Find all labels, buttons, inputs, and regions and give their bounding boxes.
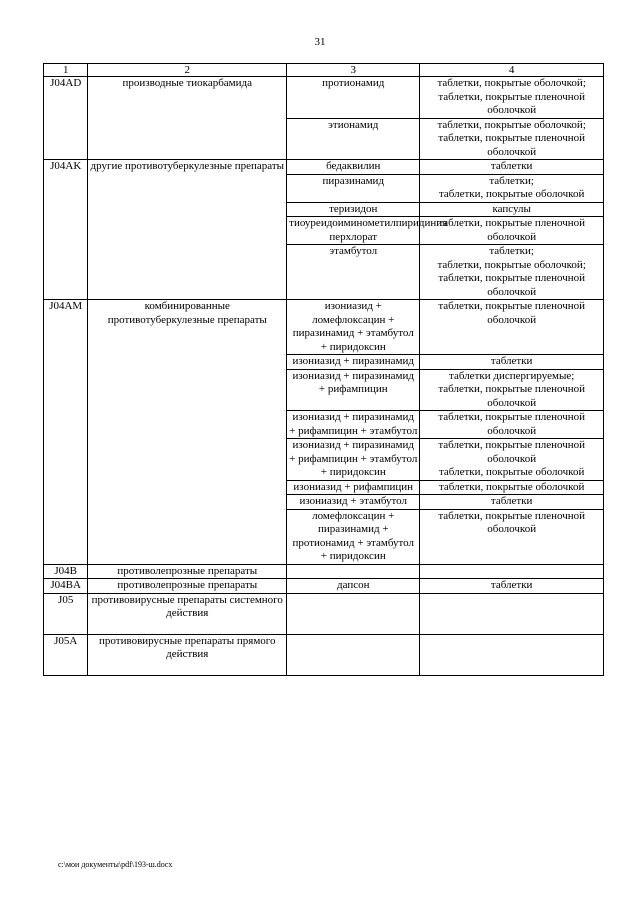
table-row <box>44 564 604 579</box>
dosage-form-line: таблетки, покрытые оболочкой <box>438 480 585 493</box>
table-header-row <box>44 64 604 77</box>
drug-name-cell: изониазид + рифампицин <box>287 480 420 495</box>
group-name-cell: комбинированные противотуберкулезные препараты <box>88 300 287 565</box>
drug-name-cell: изониазид + ломефлоксацин + пиразинамид + этамбутол + пиридоксин <box>287 300 420 355</box>
drug-name-cell <box>287 593 420 634</box>
dosage-form-line: таблетки; <box>489 245 534 257</box>
drug-name-cell: изониазид + пиразинамид + рифампицин <box>287 369 420 411</box>
file-path-footer: c:\мои документы\pdf\193-ш.docx <box>58 860 173 869</box>
dosage-form-cell <box>420 355 604 370</box>
table-row <box>44 593 604 634</box>
dosage-form-cell <box>420 480 604 495</box>
header-cell: 1 <box>44 64 88 77</box>
dosage-form-cell <box>420 439 604 481</box>
atc-code-cell: J04AK <box>44 160 88 300</box>
table-row <box>44 160 604 175</box>
header-cell: 4 <box>420 64 604 77</box>
drug-name-cell: изониазид + этамбутол <box>287 495 420 510</box>
drug-name-cell: теризидон <box>287 202 420 217</box>
dosage-form-line: таблетки, покрытые пленочной оболочкой <box>438 300 586 326</box>
dosage-form-line: таблетки, покрытые пленочной оболочкой <box>438 439 586 465</box>
dosage-form-cell <box>420 579 604 594</box>
drug-name-cell: пиразинамид <box>287 174 420 202</box>
dosage-form-cell <box>420 564 604 579</box>
atc-code-cell: J04BA <box>44 579 88 594</box>
atc-code-cell: J05 <box>44 593 88 634</box>
dosage-form-line: таблетки, покрытые пленочной оболочкой <box>438 132 586 158</box>
drug-name-cell: дапсон <box>287 579 420 594</box>
group-name-cell: противовирусные препараты системного действия <box>88 593 287 634</box>
page-number: 31 <box>314 36 326 48</box>
drug-name-cell: тиоуреидоиминометилпиридиния перхлорат <box>287 217 420 245</box>
dosage-form-line: таблетки, покрытые пленочной оболочкой <box>438 411 586 437</box>
dosage-form-line: таблетки, покрытые оболочкой <box>438 466 585 478</box>
drug-table <box>43 63 604 676</box>
dosage-form-line: таблетки, покрытые пленочной оболочкой <box>438 272 586 298</box>
drug-name-cell: этамбутол <box>287 245 420 300</box>
dosage-form-line: таблетки, покрытые пленочной оболочкой <box>438 90 586 116</box>
dosage-form-cell <box>420 369 604 411</box>
dosage-form-cell <box>420 217 604 245</box>
dosage-form-cell <box>420 245 604 300</box>
dosage-form-cell <box>420 118 604 160</box>
dosage-form-cell <box>420 174 604 202</box>
drug-name-cell: бедаквилин <box>287 160 420 175</box>
dosage-form-line: таблетки, покрытые оболочкой <box>438 188 585 200</box>
dosage-form-line: таблетки <box>490 355 533 367</box>
dosage-form-cell <box>420 160 604 175</box>
drug-name-cell: ломефлоксацин + пиразинамид + протионамид + этамбутол + пиридоксин <box>287 509 420 564</box>
dosage-form-line: таблетки, покрытые оболочкой; <box>437 118 586 131</box>
table-row <box>44 579 604 594</box>
dosage-form-line: таблетки, покрытые пленочной оболочкой <box>438 509 586 535</box>
atc-code-cell: J05A <box>44 634 88 675</box>
header-cell: 3 <box>287 64 420 77</box>
table-row <box>44 300 604 355</box>
dosage-form-cell <box>420 202 604 217</box>
group-name-cell: противовирусные препараты прямого действия <box>88 634 287 675</box>
dosage-form-line: таблетки; <box>489 174 534 187</box>
atc-code-cell: J04AD <box>44 77 88 160</box>
dosage-form-cell <box>420 495 604 510</box>
dosage-form-line: таблетки, покрытые оболочкой; <box>437 258 586 271</box>
dosage-form-line: таблетки, покрытые оболочкой; <box>437 77 586 89</box>
dosage-form-line: таблетки <box>490 160 533 172</box>
drug-name-cell: изониазид + пиразинамид + рифампицин + этамбутол <box>287 411 420 439</box>
group-name-cell: другие противотуберкулезные препараты <box>88 160 287 300</box>
dosage-form-line: капсулы <box>492 202 531 215</box>
drug-name-cell <box>287 564 420 579</box>
dosage-form-line: таблетки диспергируемые; <box>449 369 575 382</box>
dosage-form-cell <box>420 634 604 675</box>
drug-name-cell: изониазид + пиразинамид <box>287 355 420 370</box>
atc-code-cell: J04B <box>44 564 88 579</box>
drug-name-cell: этионамид <box>287 118 420 160</box>
drug-name-cell <box>287 634 420 675</box>
table-row <box>44 77 604 119</box>
dosage-form-cell <box>420 593 604 634</box>
group-name-cell: производные тиокарбамида <box>88 77 287 160</box>
dosage-form-line: таблетки <box>490 579 533 591</box>
drug-name-cell: изониазид + пиразинамид + рифампицин + этамбутол + пиридоксин <box>287 439 420 481</box>
group-name-cell: противолепрозные препараты <box>88 579 287 594</box>
table-row <box>44 634 604 675</box>
dosage-form-line: таблетки, покрытые пленочной оболочкой <box>438 217 586 243</box>
dosage-form-cell <box>420 77 604 119</box>
drug-name-cell: протионамид <box>287 77 420 119</box>
dosage-form-cell <box>420 411 604 439</box>
header-cell: 2 <box>88 64 287 77</box>
atc-code-cell: J04AM <box>44 300 88 565</box>
dosage-form-cell <box>420 300 604 355</box>
dosage-form-line: таблетки <box>490 495 533 507</box>
dosage-form-line: таблетки, покрытые пленочной оболочкой <box>438 383 586 409</box>
dosage-form-cell <box>420 509 604 564</box>
group-name-cell: противолепрозные препараты <box>88 564 287 579</box>
